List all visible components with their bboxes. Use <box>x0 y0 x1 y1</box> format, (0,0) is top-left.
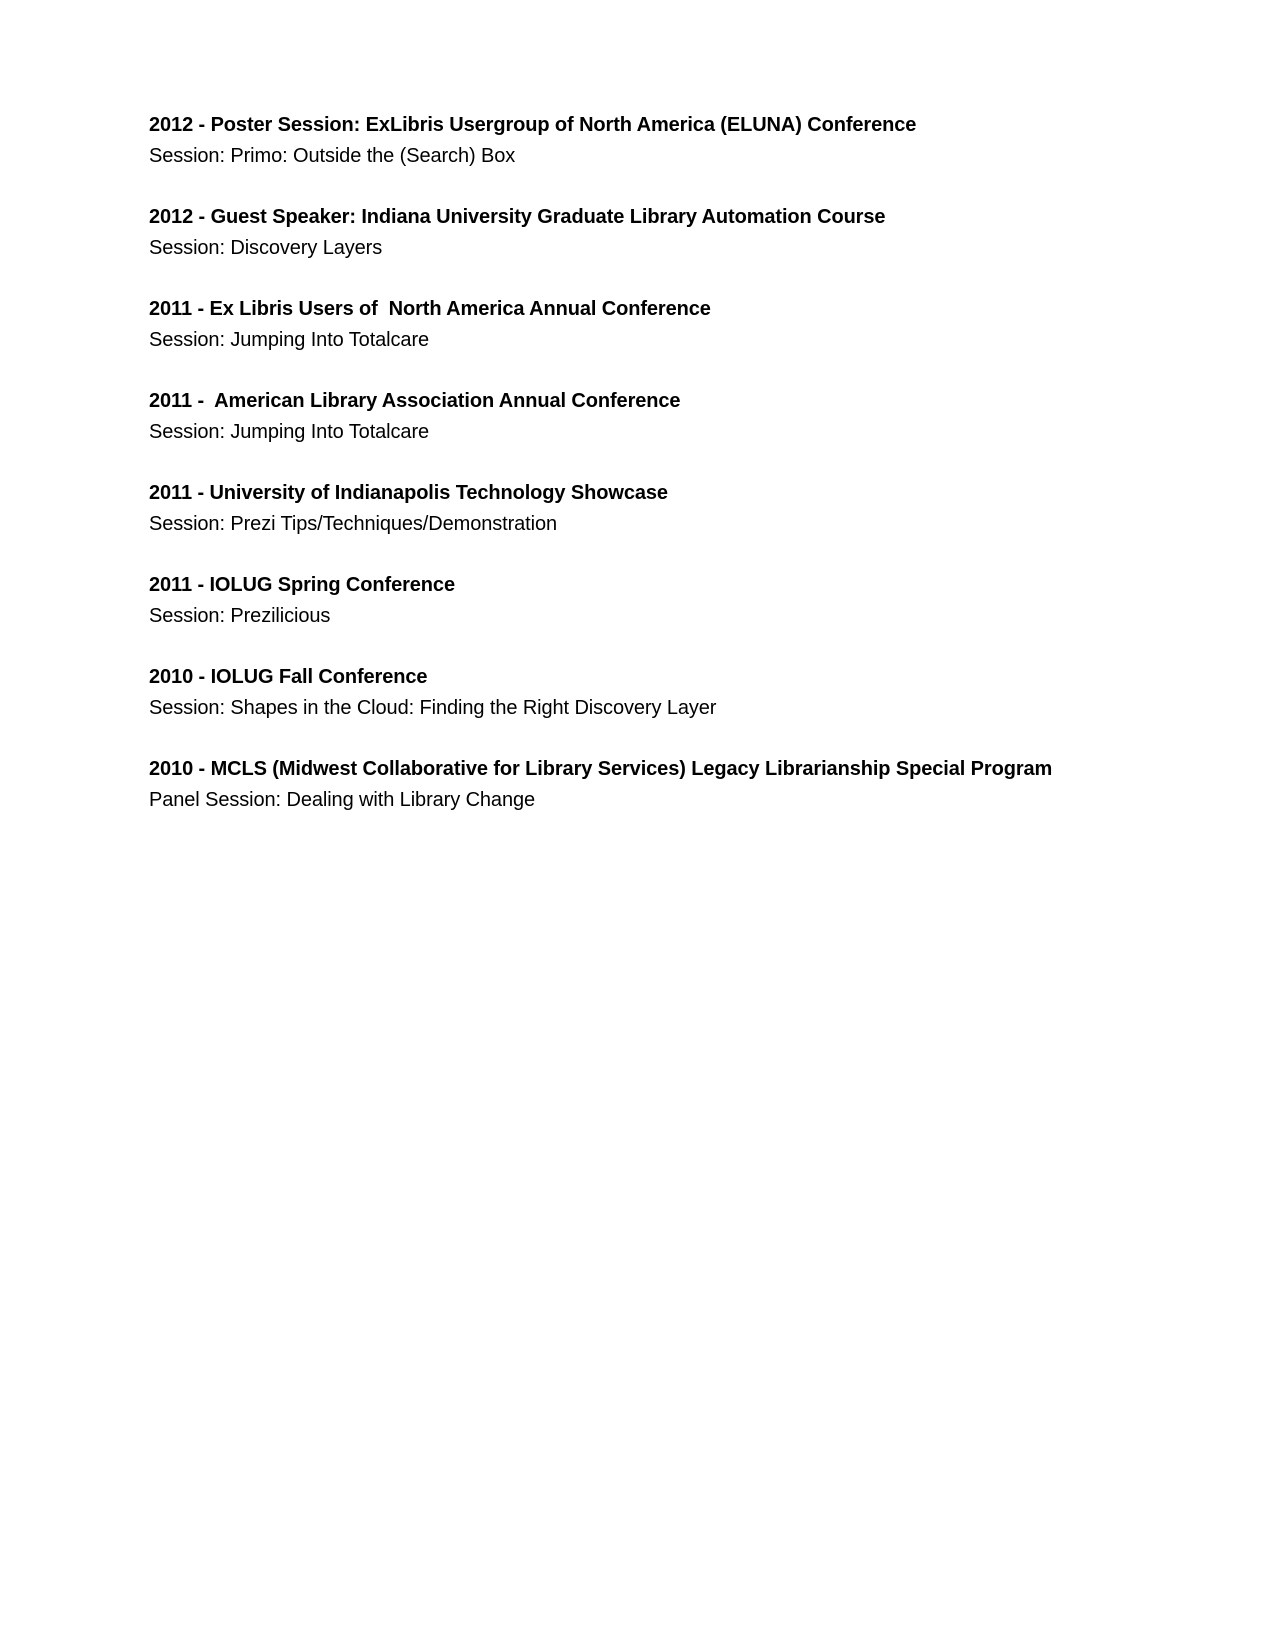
presentation-title: 2012 - Guest Speaker: Indiana University Graduate Library Automation Course <box>149 206 886 228</box>
presentation-entry <box>149 478 1209 540</box>
presentation-title: 2010 - IOLUG Fall Conference <box>149 666 428 688</box>
presentation-title: 2011 - University of Indianapolis Technology Showcase <box>149 482 668 504</box>
presentation-session: Session: Jumping Into Totalcare <box>149 421 430 443</box>
presentation-session: Session: Prezi Tips/Techniques/Demonstration <box>149 513 558 535</box>
presentation-entry <box>149 202 1209 264</box>
presentation-list <box>149 110 1209 846</box>
presentation-session: Session: Discovery Layers <box>149 237 383 259</box>
presentation-entry <box>149 386 1209 448</box>
presentation-entry <box>149 110 1209 172</box>
presentation-session: Session: Shapes in the Cloud: Finding the Right Discovery Layer <box>149 697 717 719</box>
presentation-session: Session: Prezilicious <box>149 605 331 627</box>
presentation-entry <box>149 662 1209 724</box>
presentation-title: 2010 - MCLS (Midwest Collaborative for Library Services) Legacy Librarianship Special Program <box>149 758 1053 780</box>
presentation-entry <box>149 754 1209 816</box>
presentation-title: 2012 - Poster Session: ExLibris Usergroup of North America (ELUNA) Conference <box>149 114 917 136</box>
presentation-entry <box>149 294 1209 356</box>
presentation-entry <box>149 570 1209 632</box>
presentation-session: Session: Jumping Into Totalcare <box>149 329 430 351</box>
presentation-session: Session: Primo: Outside the (Search) Box <box>149 145 516 167</box>
presentation-title: 2011 - American Library Association Annual Conference <box>149 390 681 412</box>
presentation-title: 2011 - IOLUG Spring Conference <box>149 574 455 596</box>
presentation-session: Panel Session: Dealing with Library Change <box>149 789 536 811</box>
presentation-title: 2011 - Ex Libris Users of North America Annual Conference <box>149 298 711 320</box>
